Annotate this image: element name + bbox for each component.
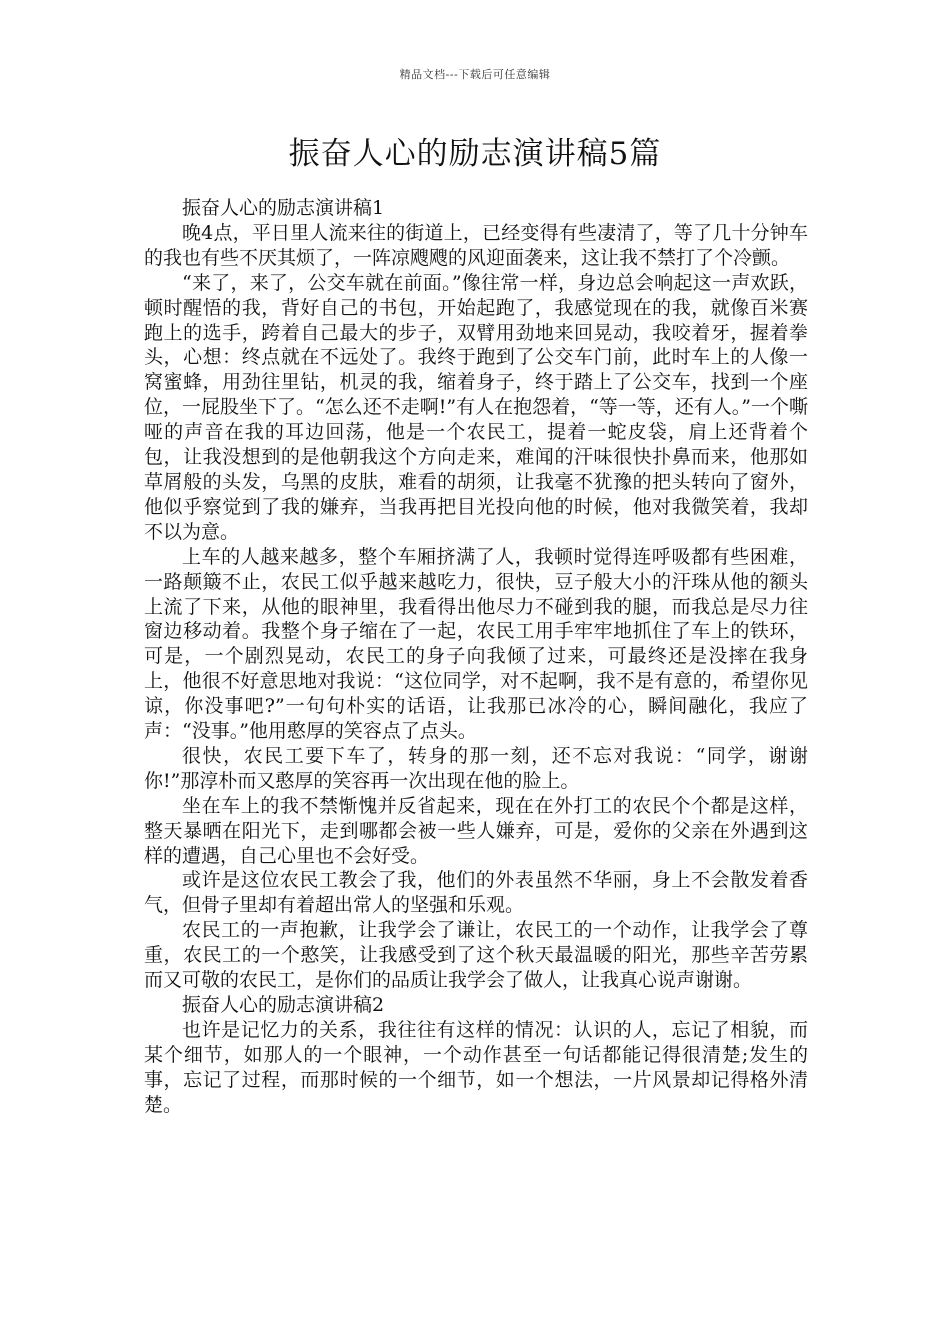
section-heading-2: 振奋人心的励志演讲稿2 (182, 994, 385, 1016)
body-paragraph: 上车的人越来越多，整个车厢挤满了人，我顿时觉得连呼吸都有些困难，一路颠簸不止，农民工似乎越来越吃力，很快，豆子般大小的汗珠从他的额头上流了下来，从他的眼神里，我看得出他尽力不碰到我的腿，而我总是尽力往窗边移动着。我整个身子缩在了一起，农民工用手牢牢地抓住了车上的铁环，可是，一个剧烈晃动，农民工的身子向我倾了过来，可最终还是没摔在我身上，他很不好意思地对我说：“这位同学，对不起啊，我不是有意的，希望你见谅，你没事吧?”一句句朴实的话语，让我那已冰冷的心，瞬间融化，我应了声：“没事。”他用憨厚的笑容点了点头。 (144, 545, 808, 743)
body-paragraph: 农民工的一声抱歉，让我学会了谦让，农民工的一个动作，让我学会了尊重，农民工的一个憨笑，让我感受到了这个秋天最温暖的阳光，那些辛苦劳累而又可敬的农民工，是你们的品质让我学会了做人，让我真心说声谢谢。 (144, 919, 808, 992)
body-paragraph: 晚4点，平日里人流来往的街道上，已经变得有些凄清了，等了几十分钟车的我也有些不厌其烦了，一阵凉飕飕的风迎面袭来，这让我不禁打了个冷颤。 (144, 221, 808, 269)
header-note: 精品文档---下载后可任意编辑 (399, 68, 551, 81)
body-paragraph: 很快，农民工要下车了，转身的那一刻，还不忘对我说：“同学，谢谢你!”那淳朴而又憨厚的笑容再一次出现在他的脸上。 (144, 744, 808, 792)
document-body (144, 196, 808, 1118)
body-paragraph: 也许是记忆力的关系，我往往有这样的情况：认识的人，忘记了相貌，而某个细节，如那人的一个眼神，一个动作甚至一句话都能记得很清楚;发生的事，忘记了过程，而那时候的一个细节，如一个想法，一片风景却记得格外清楚。 (144, 1018, 808, 1116)
body-paragraph: 或许是这位农民工教会了我，他们的外表虽然不华丽，身上不会散发着香气，但骨子里却有着超出常人的坚强和乐观。 (144, 869, 808, 917)
body-paragraph: “来了，来了，公交车就在前面。”像往常一样，身边总会响起这一声欢跃，顿时醒悟的我，背好自己的书包，开始起跑了，我感觉现在的我，就像百米赛跑上的选手，跨着自己最大的步子，双臂用劲地来回晃动，我咬着牙，握着拳头，心想：终点就在不远处了。我终于跑到了公交车门前，此时车上的人像一窝蜜蜂，用劲往里钻，机灵的我，缩着身子，终于踏上了公交车，找到一个座位，一屁股坐下了。“怎么还不走啊!”有人在抱怨着，“等一等，还有人。”一个嘶哑的声音在我的耳边回荡，他是一个农民工，提着一蛇皮袋，肩上还背着个包，让我没想到的是他朝我这个方向走来，难闻的汗味很快扑鼻而来，他那如草屑般的头发，乌黑的皮肤，难看的胡须，让我毫不犹豫的把头转向了窗外，他似乎察觉到了我的嫌弃，当我再把目光投向他的时候，他对我微笑着，我却不以为意。 (144, 271, 808, 543)
document-title: 振奋人心的励志演讲稿5篇 (288, 136, 662, 172)
body-paragraph: 坐在车上的我不禁惭愧并反省起来，现在在外打工的农民个个都是这样，整天暴晒在阳光下，走到哪都会被一些人嫌弃，可是，爱你的父亲在外遇到这样的遭遇，自己心里也不会好受。 (144, 794, 808, 867)
section-heading-1: 振奋人心的励志演讲稿1 (182, 197, 385, 219)
